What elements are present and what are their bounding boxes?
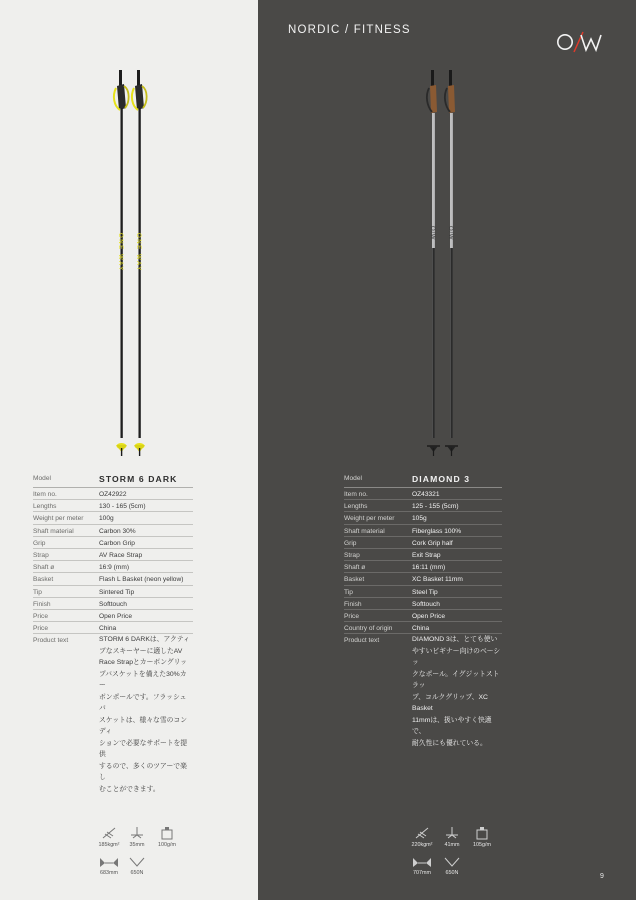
- weight-icon: [159, 826, 175, 840]
- pole-logo-text: O/W: [429, 226, 435, 241]
- category-title: NORDIC / FITNESS: [288, 24, 411, 36]
- strength-icon: [444, 856, 460, 868]
- storm-spec-table: [33, 464, 193, 646]
- spec-icon-stiffness: 220kgm²: [407, 826, 437, 848]
- diamond-spec-table: [344, 464, 502, 646]
- spec-row-grip: Grip Carbon Grip: [33, 537, 193, 549]
- storm-poles-image: [108, 68, 156, 458]
- spec-row-weight: Weight per meter 105g: [344, 512, 502, 524]
- spec-row-basket: Basket Flash L Basket (neon yellow): [33, 573, 193, 585]
- spec-row-origin: Price China: [33, 622, 193, 634]
- spec-icon-length: 683mm: [94, 856, 124, 876]
- spec-row-model: Model STORM 6 DARK: [33, 464, 193, 488]
- diamond-poles-image: [420, 68, 468, 458]
- pole-left: [114, 70, 129, 456]
- spec-row-lengths: Lengths 125 - 155 (5cm): [344, 500, 502, 512]
- spec-row-basket: Basket XC Basket 11mm: [344, 573, 502, 585]
- spec-row-strap: Strap Exit Strap: [344, 549, 502, 561]
- spec-icon-stiffness: 185kgm²: [94, 826, 124, 848]
- spec-row-origin: Country of origin China: [344, 622, 502, 634]
- model-name: DIAMOND 3: [412, 474, 471, 484]
- spec-row-lengths: Lengths 130 - 165 (5cm): [33, 500, 193, 512]
- spec-icon-diameter: 35mm: [122, 826, 152, 848]
- spec-row-finish: Finish Softtouch: [33, 598, 193, 610]
- strength-icon: [129, 856, 145, 868]
- spec-row-shaft-diameter: Shaft ø 16:11 (mm): [344, 561, 502, 573]
- length-icon: [412, 856, 432, 868]
- spec-row-product-text: Product text: [344, 637, 380, 645]
- stiffness-icon: [414, 826, 430, 840]
- spec-row-shaft-diameter: Shaft ø 16:9 (mm): [33, 561, 193, 573]
- weight-icon: [474, 826, 490, 840]
- stiffness-icon: [101, 826, 117, 840]
- spec-row-tip: Tip Steel Tip: [344, 586, 502, 598]
- spec-row-product-text: Product text: [33, 637, 69, 645]
- spec-row-shaft-material: Shaft material Fiberglass 100%: [344, 525, 502, 537]
- brand-logo: [556, 30, 606, 54]
- pole-logo-text: O/W: [447, 226, 453, 241]
- storm-description: STORM 6 DARKは、アクティ ブなスキーヤーに適したAV Race Strapとカーボングリッ プバスケットを備えた30%カー ボンポールです。フラッシュバ スケットは、様々な雪のコンディ ションで必要なサポートを提供 するので、多くのツアーで楽し むことができます。: [99, 636, 190, 793]
- spec-icon-strength: 650N: [122, 856, 152, 876]
- spec-icon-length: 707mm: [407, 856, 437, 876]
- model-name: STORM 6 DARK: [99, 474, 178, 484]
- page-number: 9: [600, 873, 604, 880]
- pole-right: [132, 70, 147, 456]
- spec-row-weight: Weight per meter 100g: [33, 512, 193, 524]
- spec-row-tip: Tip Sintered Tip: [33, 586, 193, 598]
- spec-row-price: Price Open Price: [344, 610, 502, 622]
- spec-row-price: Price Open Price: [33, 610, 193, 622]
- spec-row-item-no: Item no. OZ43321: [344, 488, 502, 500]
- pole-left: [427, 70, 440, 456]
- spec-icon-weight: 100g/m: [152, 826, 182, 848]
- spec-row-finish: Finish Softtouch: [344, 598, 502, 610]
- diamond-description: DIAMOND 3は、とても使い やすいビギナー向けのベーシッ クなポール。イグジットストラッ プ、コルクグリップ、XC Basket 11mmは、扱いやすく快適で、 耐久性にも優れている。: [412, 636, 501, 747]
- pole-logo-text: ONE WAY: [135, 233, 141, 272]
- length-icon: [99, 856, 119, 868]
- spec-icon-weight: 105g/m: [467, 826, 497, 848]
- pole-logo-text: ONE WAY: [117, 233, 123, 272]
- spec-row-grip: Grip Cork Grip half: [344, 537, 502, 549]
- spec-icon-strength: 650N: [437, 856, 467, 876]
- diameter-icon: [129, 826, 145, 840]
- spec-row-shaft-material: Shaft material Carbon 30%: [33, 525, 193, 537]
- spec-row-strap: Strap AV Race Strap: [33, 549, 193, 561]
- spec-icon-diameter: 41mm: [437, 826, 467, 848]
- pole-right: [445, 70, 458, 456]
- spec-row-item-no: Item no. OZ42922: [33, 488, 193, 500]
- spec-row-model: Model DIAMOND 3: [344, 464, 502, 488]
- diameter-icon: [444, 826, 460, 840]
